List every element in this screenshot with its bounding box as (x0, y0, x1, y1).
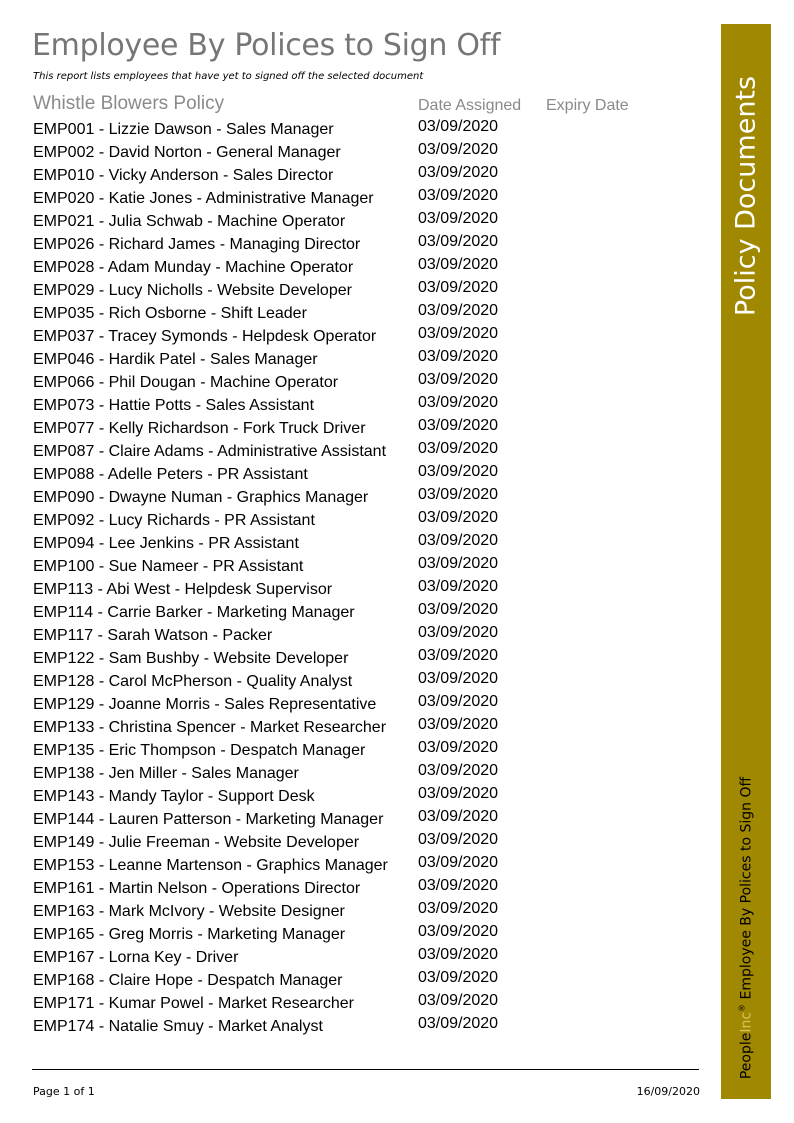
date-assigned-cell: 03/09/2020 (418, 417, 499, 434)
table-row (0, 716, 700, 739)
employee-cell: EMP094 - Lee Jenkins - PR Assistant (33, 535, 299, 552)
employee-cell: EMP133 - Christina Spencer - Market Researcher (33, 719, 387, 736)
date-assigned-cell: 03/09/2020 (418, 578, 499, 595)
date-assigned-cell: 03/09/2020 (418, 532, 499, 549)
employee-cell: EMP020 - Katie Jones - Administrative Manager (33, 190, 374, 207)
employee-cell: EMP129 - Joanne Morris - Sales Representative (33, 696, 377, 713)
date-assigned-cell: 03/09/2020 (418, 348, 499, 365)
report-title: Employee By Polices to Sign Off (32, 28, 501, 63)
table-row (0, 325, 700, 348)
table-row (0, 854, 700, 877)
employee-cell: EMP153 - Leanne Martenson - Graphics Manager (33, 857, 388, 874)
date-assigned-cell: 03/09/2020 (418, 325, 499, 342)
table-row (0, 233, 700, 256)
employee-cell: EMP046 - Hardik Patel - Sales Manager (33, 351, 318, 368)
date-assigned-cell: 03/09/2020 (418, 440, 499, 457)
table-row (0, 969, 700, 992)
expiry-date-column-header: Expiry Date (546, 97, 629, 114)
table-row (0, 371, 700, 394)
date-assigned-cell: 03/09/2020 (418, 256, 499, 273)
table-row (0, 555, 700, 578)
date-assigned-cell: 03/09/2020 (418, 555, 499, 572)
table-row (0, 831, 700, 854)
table-row (0, 808, 700, 831)
table-row (0, 164, 700, 187)
table-row (0, 302, 700, 325)
table-row (0, 348, 700, 371)
table-row (0, 762, 700, 785)
date-assigned-cell: 03/09/2020 (418, 785, 499, 802)
date-assigned-cell: 03/09/2020 (418, 762, 499, 779)
employee-cell: EMP001 - Lizzie Dawson - Sales Manager (33, 121, 334, 138)
employee-cell: EMP174 - Natalie Smuy - Market Analyst (33, 1018, 323, 1035)
employee-cell: EMP026 - Richard James - Managing Director (33, 236, 361, 253)
employee-cell: EMP088 - Adelle Peters - PR Assistant (33, 466, 308, 483)
date-assigned-cell: 03/09/2020 (418, 923, 499, 940)
employee-list (0, 118, 700, 1038)
date-assigned-cell: 03/09/2020 (418, 946, 499, 963)
date-assigned-cell: 03/09/2020 (418, 141, 499, 158)
table-row (0, 992, 700, 1015)
table-row (0, 785, 700, 808)
employee-cell: EMP029 - Lucy Nicholls - Website Developer (33, 282, 352, 299)
employee-cell: EMP168 - Claire Hope - Despatch Manager (33, 972, 343, 989)
employee-cell: EMP028 - Adam Munday - Machine Operator (33, 259, 354, 276)
table-row (0, 256, 700, 279)
date-assigned-cell: 03/09/2020 (418, 808, 499, 825)
date-assigned-cell: 03/09/2020 (418, 969, 499, 986)
table-row (0, 279, 700, 302)
date-assigned-cell: 03/09/2020 (418, 371, 499, 388)
date-assigned-cell: 03/09/2020 (418, 739, 499, 756)
table-row (0, 647, 700, 670)
brand-inc: Inc (738, 1011, 755, 1033)
side-band-report-label (738, 777, 755, 1079)
date-assigned-cell: 03/09/2020 (418, 509, 499, 526)
date-assigned-cell: 03/09/2020 (418, 624, 499, 641)
report-subtitle: This report lists employees that have yet to signed off the selected document (33, 71, 424, 82)
table-row (0, 141, 700, 164)
table-row (0, 118, 700, 141)
table-row (0, 624, 700, 647)
table-row (0, 486, 700, 509)
employee-cell: EMP010 - Vicky Anderson - Sales Director (33, 167, 334, 184)
print-date: 16/09/2020 (636, 1085, 700, 1098)
employee-cell: EMP092 - Lucy Richards - PR Assistant (33, 512, 315, 529)
table-row (0, 900, 700, 923)
employee-cell: EMP073 - Hattie Potts - Sales Assistant (33, 397, 315, 414)
employee-cell: EMP135 - Eric Thompson - Despatch Manager (33, 742, 366, 759)
date-assigned-cell: 03/09/2020 (418, 187, 499, 204)
table-row (0, 210, 700, 233)
table-row (0, 463, 700, 486)
date-assigned-cell: 03/09/2020 (418, 164, 499, 181)
table-row (0, 739, 700, 762)
table-row (0, 693, 700, 716)
employee-cell: EMP144 - Lauren Patterson - Marketing Manager (33, 811, 384, 828)
date-assigned-cell: 03/09/2020 (418, 463, 499, 480)
table-row (0, 1015, 700, 1038)
table-row (0, 509, 700, 532)
employee-cell: EMP114 - Carrie Barker - Marketing Manager (33, 604, 355, 621)
employee-cell: EMP066 - Phil Dougan - Machine Operator (33, 374, 339, 391)
date-assigned-cell: 03/09/2020 (418, 716, 499, 733)
date-assigned-cell: 03/09/2020 (418, 647, 499, 664)
employee-cell: EMP087 - Claire Adams - Administrative Assistant (33, 443, 387, 460)
side-band-title: Policy Documents (730, 75, 762, 317)
date-assigned-cell: 03/09/2020 (418, 992, 499, 1009)
employee-cell: EMP143 - Mandy Taylor - Support Desk (33, 788, 315, 805)
date-assigned-cell: 03/09/2020 (418, 670, 499, 687)
date-assigned-column-header: Date Assigned (418, 97, 522, 114)
employee-cell: EMP100 - Sue Nameer - PR Assistant (33, 558, 304, 575)
footer-divider (32, 1069, 699, 1070)
employee-cell: EMP117 - Sarah Watson - Packer (33, 627, 273, 644)
table-row (0, 187, 700, 210)
brand-people: People (738, 1032, 755, 1080)
date-assigned-cell: 03/09/2020 (418, 900, 499, 917)
side-band-report-name: Employee By Polices to Sign Off (738, 776, 755, 1000)
employee-cell: EMP128 - Carol McPherson - Quality Analyst (33, 673, 353, 690)
side-band (721, 24, 771, 1099)
table-row (0, 440, 700, 463)
date-assigned-cell: 03/09/2020 (418, 279, 499, 296)
employee-cell: EMP122 - Sam Bushby - Website Developer (33, 650, 349, 667)
page-number: Page 1 of 1 (33, 1085, 95, 1098)
employee-cell: EMP149 - Julie Freeman - Website Developer (33, 834, 360, 851)
date-assigned-cell: 03/09/2020 (418, 210, 499, 227)
employee-cell: EMP113 - Abi West - Helpdesk Supervisor (33, 581, 333, 598)
employee-cell: EMP171 - Kumar Powel - Market Researcher (33, 995, 354, 1012)
date-assigned-cell: 03/09/2020 (418, 486, 499, 503)
employee-cell: EMP138 - Jen Miller - Sales Manager (33, 765, 299, 782)
date-assigned-cell: 03/09/2020 (418, 601, 499, 618)
table-row (0, 877, 700, 900)
date-assigned-cell: 03/09/2020 (418, 1015, 499, 1032)
table-row (0, 417, 700, 440)
table-row (0, 394, 700, 417)
date-assigned-cell: 03/09/2020 (418, 854, 499, 871)
employee-cell: EMP037 - Tracey Symonds - Helpdesk Operator (33, 328, 377, 345)
date-assigned-cell: 03/09/2020 (418, 877, 499, 894)
employee-cell: EMP077 - Kelly Richardson - Fork Truck Driver (33, 420, 366, 437)
policy-name-heading: Whistle Blowers Policy (33, 93, 225, 114)
employee-cell: EMP021 - Julia Schwab - Machine Operator (33, 213, 346, 230)
table-row (0, 946, 700, 969)
employee-cell: EMP035 - Rich Osborne - Shift Leader (33, 305, 307, 322)
date-assigned-cell: 03/09/2020 (418, 302, 499, 319)
table-row (0, 670, 700, 693)
employee-cell: EMP090 - Dwayne Numan - Graphics Manager (33, 489, 369, 506)
brand-registered-mark: ® (737, 1003, 747, 1012)
employee-cell: EMP165 - Greg Morris - Marketing Manager (33, 926, 346, 943)
table-row (0, 578, 700, 601)
table-row (0, 923, 700, 946)
table-row (0, 601, 700, 624)
date-assigned-cell: 03/09/2020 (418, 693, 499, 710)
employee-cell: EMP167 - Lorna Key - Driver (33, 949, 239, 966)
table-row (0, 532, 700, 555)
date-assigned-cell: 03/09/2020 (418, 394, 499, 411)
employee-cell: EMP161 - Martin Nelson - Operations Director (33, 880, 361, 897)
employee-cell: EMP002 - David Norton - General Manager (33, 144, 341, 161)
date-assigned-cell: 03/09/2020 (418, 831, 499, 848)
date-assigned-cell: 03/09/2020 (418, 233, 499, 250)
employee-cell: EMP163 - Mark McIvory - Website Designer (33, 903, 345, 920)
date-assigned-cell: 03/09/2020 (418, 118, 499, 135)
